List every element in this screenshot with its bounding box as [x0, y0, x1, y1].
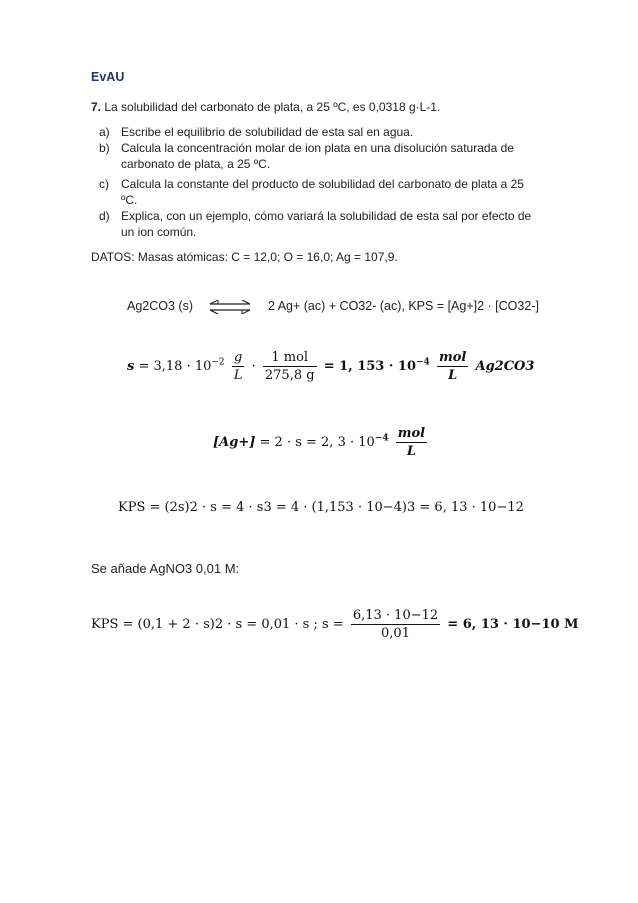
kps-expression: KPS = [Ag+]2 · [CO32-]	[408, 299, 539, 313]
question-text: La solubilidad del carbonato de plata, a 25 ºC, es 0,0318 g·L-1.	[104, 100, 441, 114]
header-label: EvAU	[91, 70, 125, 84]
item-line: Escribe el equilibrio de solubilidad de esta sal en agua.	[121, 125, 414, 139]
frac-den: 0,01	[351, 624, 440, 641]
fraction-unit	[396, 426, 427, 459]
item-line: carbonato de plata, a 25 ºC.	[121, 156, 271, 171]
list-item-b	[99, 141, 549, 173]
kps-equation: KPS = (2s)2 · s = 4 · s3 = 4 · (1,153 · 10−4)3 = 6, 13 · 10−12	[118, 500, 524, 515]
item-line: un ion común.	[121, 224, 197, 239]
ag-exponent: −4	[374, 433, 389, 444]
frac-den: 275,8 g	[264, 368, 315, 383]
fraction-unit	[437, 350, 468, 383]
equilibrium-arrows-icon	[208, 300, 252, 314]
item-line: ºC.	[121, 192, 138, 207]
ag-concentration-symbol: [Ag+]	[213, 435, 256, 450]
common-ion-equation	[91, 608, 578, 641]
solubility-equation: $s = 3,18 \cdot 10^{-2}$ $\frac{g}{L}$ · $\frac{\text{1 mol}}{275,8 g}$ = 1, $153 \cdot 10^{-4}$ $\frac{\text{mol}}{L}$ Ag2CO3	[127, 350, 535, 383]
result-exponent: −4	[416, 357, 430, 368]
frac-den: L	[396, 442, 427, 459]
ag-expression: = 2 · s = 2, 3 · 10	[259, 435, 375, 450]
frac-den: L	[437, 366, 468, 383]
common-ion-statement: Se añade AgNO3 0,01 M:	[91, 561, 240, 576]
item-label: b)	[99, 141, 110, 155]
item-label: c)	[99, 177, 109, 191]
equilibrium-equation	[127, 299, 539, 314]
coef-text: = 3,18 · 10	[138, 359, 212, 374]
item-line: Calcula la concentración molar de ion plata en una disolución saturada de	[121, 141, 514, 155]
silver-concentration-equation	[213, 426, 430, 459]
item-label: a)	[99, 125, 110, 139]
species-label: Ag2CO3	[475, 359, 535, 374]
common-ion-result: = 6, 13 · 10−10 M	[447, 617, 579, 632]
item-label: d)	[99, 209, 110, 223]
fraction-kps-over-conc	[351, 608, 440, 641]
result-text: = 1, 153 · 10	[323, 359, 417, 374]
frac-num: mol	[397, 426, 426, 441]
s-symbol: s	[127, 359, 135, 374]
equilibrium-left: Ag2CO3 (s)	[127, 299, 193, 313]
question-number: 7.	[91, 100, 102, 114]
coef-exponent: −2	[211, 357, 225, 368]
frac-num: g	[233, 350, 243, 365]
item-line: Explica, con un ejemplo, cómo variará la solubilidad de esta sal por efecto de	[121, 209, 532, 223]
datos-line: DATOS: Masas atómicas: C = 12,0; O = 16,0; Ag = 107,9.	[91, 250, 398, 264]
item-line: Calcula la constante del producto de solubilidad del carbonato de plata a 25	[121, 177, 524, 191]
equilibrium-right: 2 Ag+ (ac) + CO32- (ac),	[267, 299, 405, 313]
list-item-c	[99, 177, 549, 209]
frac-num: 6,13 · 10−12	[352, 608, 439, 623]
question-statement	[91, 100, 440, 114]
frac-num: mol	[438, 350, 467, 365]
common-ion-expression: KPS = (0,1 + 2 · s)2 · s = 0,01 · s ; s =	[91, 617, 344, 632]
list-item-d	[99, 209, 549, 241]
fraction-g-per-l	[232, 350, 245, 383]
frac-den: L	[233, 368, 243, 383]
fraction-molar-mass	[263, 350, 317, 383]
frac-num: 1 mol	[271, 350, 309, 365]
